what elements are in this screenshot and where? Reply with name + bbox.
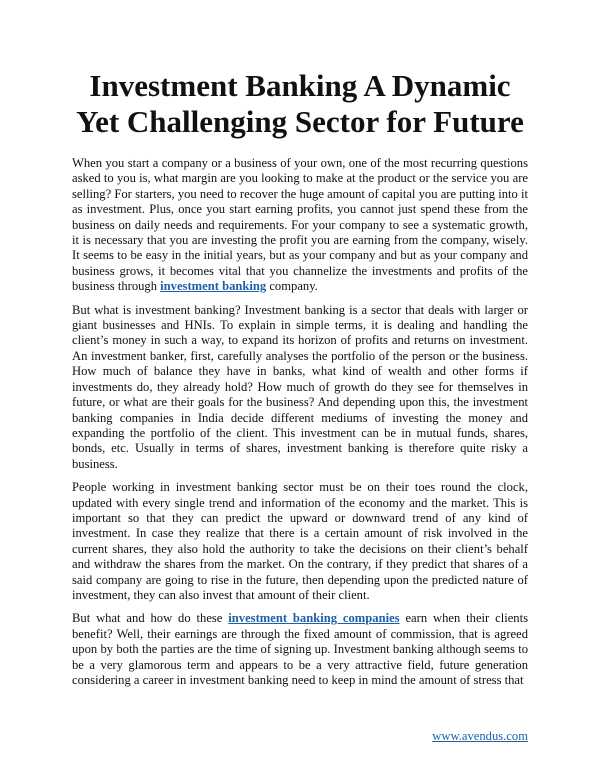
- paragraph-3: People working in investment banking sector must be on their toes round the clock, updated with every single trend and information of the economy and the market. This is important so that they can predict the upward or downward trend of any kind of investment. In case they realize that there is a certain amount of risk involved in the current shares, they also hold the authority to take the decisions on their client’s behalf and withdraw the shares from the market. On the contrary, if they predict that shares of a said company are going to rise in the future, then depending upon the predicted nature of investment, they can also invest that amount of their client.: [72, 480, 528, 602]
- paragraph-1-text: When you start a company or a business of your own, one of the most recurring questions asked to you is, what margin are you looking to make at the product or the service you are selling? For starters, you need to recover the huge amount of capital you are putting into it as investment. Plus, once you start earning profits, you cannot just spend these from the business on daily needs and requirements. For your company to see a systematic growth, it is necessary that you are investing the profit you are earning from the company, wisely. It seems to be easy in the initial years, but as your company and but as your company and business grows, it becomes vital that you channelize the investments and profits of the business through: [72, 156, 528, 294]
- page-title: Investment Banking A Dynamic Yet Challenging Sector for Future: [76, 68, 524, 139]
- paragraph-4-tail: earn when their clients benefit? Well, their earnings are through the fixed amount of commission, that is agreed upon by both the parties are the time of signing up. Investment banking although seems to be a very glamorous term and appears to be a very attractive field, future generation considering a career in investment banking need to keep in mind the amount of stress that: [72, 611, 528, 687]
- footer-website-link[interactable]: www.avendus.com: [432, 729, 528, 743]
- investment-banking-link[interactable]: investment banking: [160, 279, 267, 294]
- paragraph-1-tail: company.: [266, 279, 318, 294]
- paragraph-4: [72, 611, 528, 688]
- investment-banking-companies-link[interactable]: investment banking companies: [228, 611, 400, 626]
- paragraph-2: But what is investment banking? Investment banking is a sector that deals with larger or giant businesses and HNIs. To explain in simple terms, it is dealing and handling the client’s money in such a way, to expand its horizon of profits and returns on investment. An investment banker, first, carefully analyses the portfolio of the person or the business. How much of balance they have in banks, what kind of wealth and other forms if investments do, they already hold? How much of growth do they see for themselves in future, or what are their goals for the business? And depending upon this, the investment banking companies in India decide different mediums of investing the money and expanding the portfolio of the client. This investment can be in mutual funds, shares, bonds, etc. Usually in terms of shares, investment banking is therefore quite risky a business.: [72, 302, 528, 471]
- paragraph-1: [72, 156, 528, 295]
- paragraph-4-text: But what and how do these: [72, 611, 229, 626]
